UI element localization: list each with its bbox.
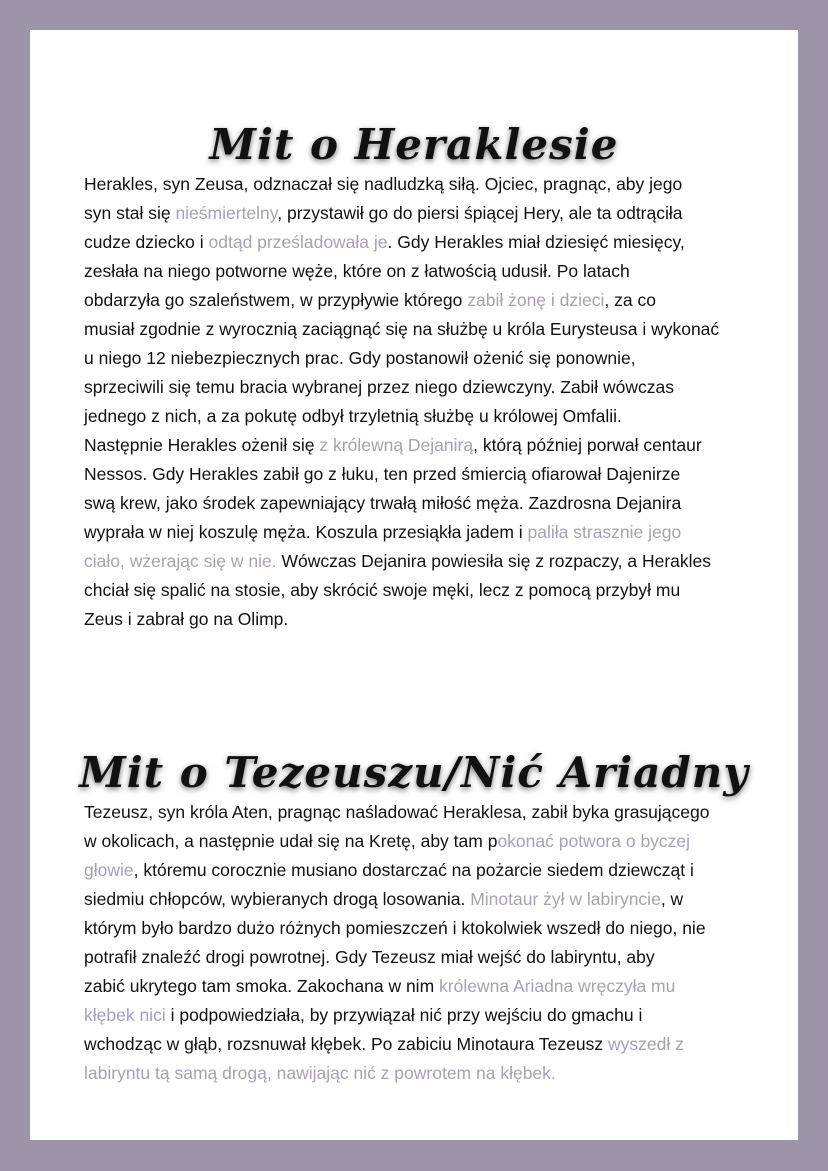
text-line <box>84 489 719 518</box>
text-segment: Następnie Herakles ożenił się <box>84 435 320 455</box>
highlighted-text: wyszedł z <box>607 1034 684 1054</box>
text-line <box>84 885 710 914</box>
text-segment: , którą później porwał centaur <box>473 435 702 455</box>
text-line <box>84 605 719 634</box>
text-line <box>84 315 719 344</box>
document-page <box>30 30 798 1140</box>
text-line <box>84 914 710 943</box>
text-segment: . Gdy Herakles miał dziesięć miesięcy, <box>387 232 685 252</box>
text-segment: u niego 12 niebezpiecznych prac. Gdy postanowił ożenić się ponownie, <box>84 348 636 368</box>
text-segment: swą krew, jako środek zapewniający trwałą miłość męża. Zazdrosna Dejanira <box>84 493 682 513</box>
text-segment: , w <box>660 889 684 909</box>
text-line <box>84 199 719 228</box>
text-line <box>84 286 719 315</box>
text-segment: sprzeciwili się temu bracia wybranej przez niego dziewczyny. Zabił wówczas <box>84 377 675 397</box>
text-line <box>84 257 719 286</box>
text-line <box>84 402 719 431</box>
text-segment: obdarzyła go szaleństwem, w przypływie którego <box>84 290 468 310</box>
text-line <box>84 1030 710 1059</box>
text-line <box>84 228 719 257</box>
text-segment: syn stał się <box>84 203 176 223</box>
text-line <box>84 1001 710 1030</box>
text-segment: siedmiu chłopców, wybieranych drogą losowania. <box>84 889 471 909</box>
highlighted-text: okonać potwora o byczej <box>497 831 691 851</box>
text-line <box>84 547 719 576</box>
text-segment: chciał się spalić na stosie, aby skrócić swoje męki, lecz z pomocą przybył mu <box>84 580 681 600</box>
highlighted-text: labiryntu tą samą drogą, nawijając nić z powrotem na kłębek. <box>84 1063 556 1083</box>
highlighted-text: zabił żonę i dzieci <box>467 290 605 310</box>
text-segment: Zeus i zabrał go na Olimp. <box>84 609 289 629</box>
text-segment: zesłała na niego potworne węże, które on z łatwością udusił. Po latach <box>84 261 630 281</box>
text-segment: Tezeusz, syn króla Aten, pragnąc naśladować Heraklesa, zabił byka grasującego <box>84 802 710 822</box>
text-segment: potrafił znaleźć drogi powrotnej. Gdy Tezeusz miał wejść do labiryntu, aby <box>84 947 655 967</box>
text-segment: , przystawił go do piersi śpiącej Hery, ale ta odtrąciła <box>277 203 683 223</box>
highlighted-text: kłębek nici <box>84 1005 166 1025</box>
text-segment: wchodząc w głąb, rozsnuwał kłębek. Po zabiciu Minotaura Tezeusz <box>84 1034 608 1054</box>
text-line <box>84 373 719 402</box>
text-line <box>84 431 719 460</box>
text-segment: wyprała w niej koszulę męża. Koszula przesiąkła jadem i <box>84 522 528 542</box>
text-segment: , za co <box>604 290 656 310</box>
text-line <box>84 856 710 885</box>
text-segment: cudze dziecko i <box>84 232 209 252</box>
text-segment: zabić ukrytego tam smoka. Zakochana w nim <box>84 976 440 996</box>
text-segment: w okolicach, a następnie udał się na Kretę, aby tam p <box>84 831 498 851</box>
text-segment: , któremu corocznie musiano dostarczać na pożarcie siedem dziewcząt i <box>133 860 694 880</box>
text-line <box>84 344 719 373</box>
highlighted-text: królewna Ariadna wręczyła mu <box>439 976 676 996</box>
text-segment: Nessos. Gdy Herakles zabił go z łuku, ten przed śmiercią ofiarował Dajenirze <box>84 464 681 484</box>
text-line <box>84 1059 710 1088</box>
text-line <box>84 943 710 972</box>
text-line <box>84 972 710 1001</box>
highlighted-text: głowie <box>84 860 134 880</box>
highlighted-text: paliła strasznie jego <box>527 522 682 542</box>
highlighted-text: nieśmiertelny <box>175 203 278 223</box>
paragraph-heracles <box>84 170 719 634</box>
text-line <box>84 827 710 856</box>
paragraph-theseus <box>84 798 710 1088</box>
text-segment: Herakles, syn Zeusa, odznaczał się nadludzką siłą. Ojciec, pragnąc, aby jego <box>84 174 683 194</box>
text-segment: musiał zgodnie z wyrocznią zaciągnąć się na służbę u króla Eurysteusa i wykonać <box>84 319 720 339</box>
text-line <box>84 460 719 489</box>
text-segment: jednego z nich, a za pokutę odbył trzyletnią służbę u królowej Omfalii. <box>84 406 622 426</box>
text-segment: którym było bardzo dużo różnych pomieszczeń i ktokolwiek wszedł do niego, nie <box>84 918 706 938</box>
highlighted-text: odtąd prześladowała je <box>208 232 388 252</box>
text-line <box>84 576 719 605</box>
heading-theseus: Mit o Tezeuszu/Nić Ariadny <box>79 748 749 798</box>
heading-heracles: Mit o Heraklesie <box>209 120 619 170</box>
highlighted-text: ciało, wżerając się w nie. <box>84 551 277 571</box>
highlighted-text: Minotaur żył w labiryncie <box>470 889 661 909</box>
text-segment: i podpowiedziała, by przywiązał nić przy wejściu do gmachu i <box>165 1005 643 1025</box>
text-segment: Wówczas Dejanira powiesiła się z rozpaczy, a Herakles <box>276 551 711 571</box>
text-line <box>84 518 719 547</box>
text-line <box>84 170 719 199</box>
text-line <box>84 798 710 827</box>
highlighted-text: z królewną Dejanirą <box>319 435 474 455</box>
